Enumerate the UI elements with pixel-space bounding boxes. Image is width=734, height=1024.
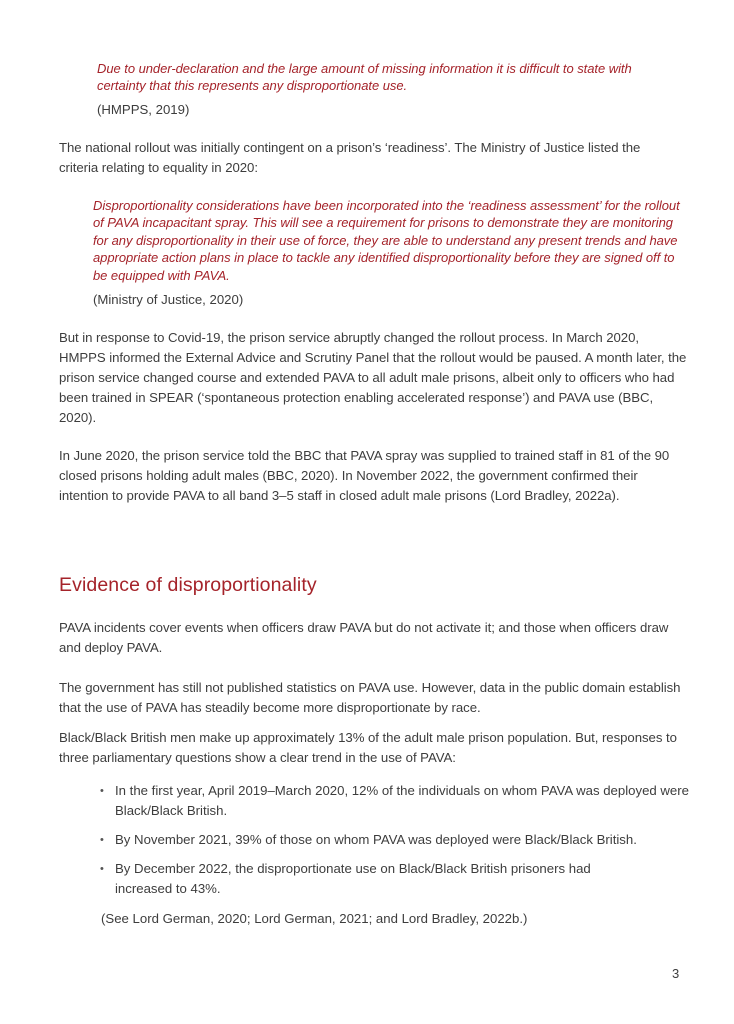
page-number: 3 xyxy=(672,966,680,981)
quote-ministry-of-justice: Disproportionality considerations have been incorporated into the ‘readiness assessment’ for the rollout of PAVA incapacitant spray. This will see a requirement for prisons to demonstrate they are monitoring for any disproportionality in their use of force, they are able to understand any present trends and have appropriate action plans in place to tackle any identified disproportionality before they are signed off to be equipped with PAVA. xyxy=(93,198,680,283)
bullet-glyph: • xyxy=(100,785,104,797)
sources-note: (See Lord German, 2020; Lord German, 2021; and Lord Bradley, 2022b.) xyxy=(101,911,528,926)
list-item-text: In the first year, April 2019–March 2020, 12% of the individuals on whom PAVA was deployed were Black/Black British. xyxy=(115,783,689,818)
statistics-list xyxy=(100,781,700,908)
paragraph-covid: But in response to Covid-19, the prison service abruptly changed the rollout process. In March 2020, HMPPS informed the External Advice and Scrutiny Panel that the rollout would be paused. A month later, the prison service changed course and extended PAVA to all adult male prisons, albeit only to officers who had been trained in SPEAR (‘spontaneous protection enabling accelerated response’) and PAVA use (BBC, 2020). xyxy=(59,330,687,425)
section-heading: Evidence of disproportionality xyxy=(59,574,317,596)
list-item-text: By November 2021, 39% of those on whom PAVA was deployed were Black/Black British. xyxy=(115,832,637,847)
paragraph-black-british: Black/Black British men make up approximately 13% of the adult male prison population. But, responses to three parliamentary questions show a clear trend in the use of PAVA: xyxy=(59,730,677,765)
list-item xyxy=(100,859,645,899)
list-item-text: By December 2022, the disproportionate use on Black/Black British prisoners had increased to 43%. xyxy=(115,861,591,896)
paragraph-june-2020: In June 2020, the prison service told the BBC that PAVA spray was supplied to trained staff in 81 of the 90 closed prisons holding adult males (BBC, 2020). In November 2022, the government confirmed their intention to provide PAVA to all band 3–5 staff in closed adult male prisons (Lord Bradley, 2022a). xyxy=(59,448,670,503)
list-item xyxy=(100,830,700,850)
paragraph-government: The government has still not published statistics on PAVA use. However, data in the public domain establish that the use of PAVA has steadily become more disproportionate by race. xyxy=(59,680,681,715)
bullet-glyph: • xyxy=(100,834,104,846)
bullet-glyph: • xyxy=(100,863,104,875)
paragraph-incidents: PAVA incidents cover events when officers draw PAVA but do not activate it; and those when officers draw and deploy PAVA. xyxy=(59,620,669,655)
citation-ministry-of-justice: (Ministry of Justice, 2020) xyxy=(93,292,244,307)
citation-hmpps: (HMPPS, 2019) xyxy=(97,102,190,117)
paragraph-rollout: The national rollout was initially contingent on a prison’s ‘readiness’. The Ministry of Justice listed the criteria relating to equality in 2020: xyxy=(59,140,641,175)
list-item xyxy=(100,781,700,821)
quote-hmpps: Due to under-declaration and the large amount of missing information it is difficult to state with certainty that this represents any disproportionate use. xyxy=(97,61,632,94)
